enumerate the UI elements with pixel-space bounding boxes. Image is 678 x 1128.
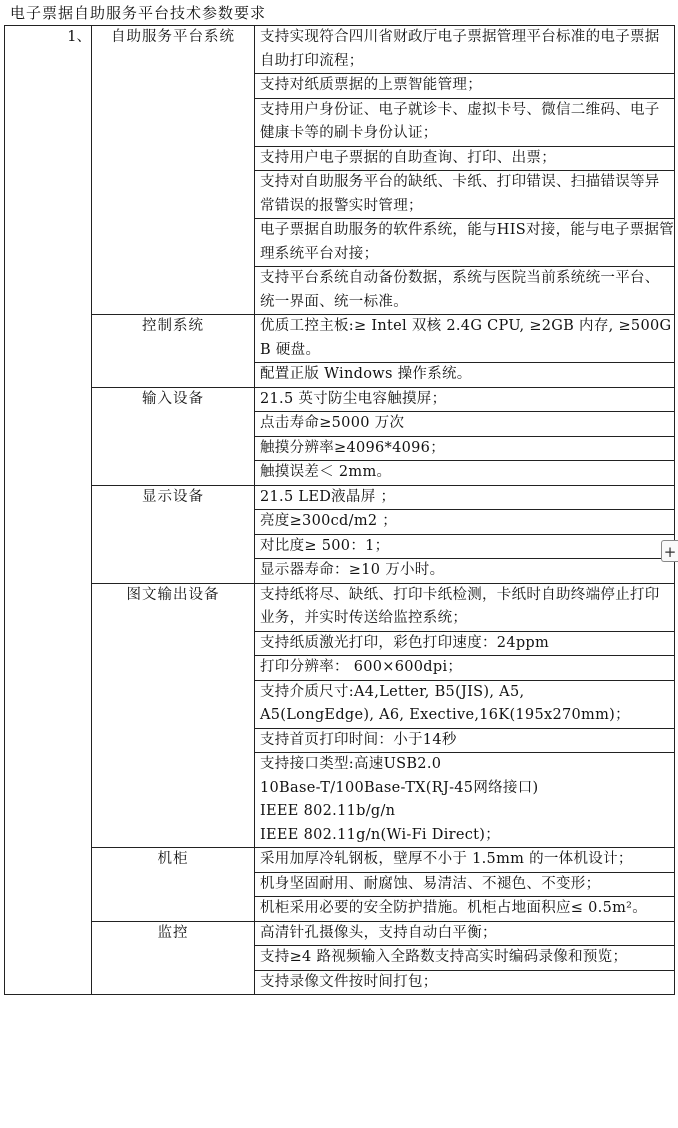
- spec-cell: 支持纸将尽、缺纸、打印卡纸检测，卡纸时自助终端停止打印业务，并实时传送给监控系统；: [255, 583, 675, 631]
- category-name: 图文输出设备: [92, 583, 255, 848]
- spec-line: 支持接口类型:高速USB2.0: [260, 756, 442, 772]
- spec-line: IEEE 802.11g/n(Wi-Fi Direct)；: [260, 826, 501, 843]
- spec-cell: 配置正版 Windows 操作系统。: [255, 363, 675, 388]
- spec-cell: 对比度≥ 500：1；: [255, 534, 675, 559]
- spec-row: [5, 315, 675, 363]
- spec-cell: 支持平台系统自动备份数据，系统与医院当前系统统一平台、统一界面、统一标准。: [255, 267, 675, 315]
- spec-cell: 支持用户电子票据的自助查询、打印、出票；: [255, 146, 675, 171]
- spec-cell: 机柜采用必要的安全防护措施。机柜占地面积应≤ 0.5m²。: [255, 897, 675, 922]
- spec-line: 10Base-T/100Base-TX(RJ-45网络接口): [260, 779, 539, 796]
- spec-cell: 电子票据自助服务的软件系统，能与HIS对接，能与电子票据管理系统平台对接；: [255, 219, 675, 267]
- spec-cell: [255, 680, 675, 728]
- spec-row: [5, 387, 675, 412]
- spec-cell: 点击寿命≥5000 万次: [255, 412, 675, 437]
- category-name: 自助服务平台系统: [92, 26, 255, 315]
- spec-cell: 打印分辨率： 600×600dpi；: [255, 656, 675, 681]
- category-name: 监控: [92, 921, 255, 995]
- spec-line: IEEE 802.11b/g/n: [260, 803, 396, 819]
- spec-row: [5, 26, 675, 74]
- document-title: 电子票据自助服务平台技术参数要求: [10, 4, 267, 22]
- spec-cell: 机身坚固耐用、耐腐蚀、易清洁、不褪色、不变形；: [255, 872, 675, 897]
- spec-cell: 支持录像文件按时间打包；: [255, 970, 675, 995]
- spec-row: [5, 485, 675, 510]
- spec-row: [5, 848, 675, 873]
- spec-cell: 支持对自助服务平台的缺纸、卡纸、打印错误、扫描错误等异常错误的报警实时管理；: [255, 171, 675, 219]
- item-number: 1、: [5, 26, 92, 995]
- spec-cell: 支持纸质激光打印，彩色打印速度：24ppm: [255, 631, 675, 656]
- spec-cell: 采用加厚冷轧钢板，壁厚不小于 1.5mm 的一体机设计；: [255, 848, 675, 873]
- spec-cell: 优质工控主板:≥ Intel 双核 2.4G CPU, ≥2GB 内存, ≥500GB 硬盘。: [255, 315, 675, 363]
- spec-cell: 21.5 LED液晶屏 ；: [255, 485, 675, 510]
- expand-button[interactable]: +: [661, 540, 678, 562]
- spec-cell: 21.5 英寸防尘电容触摸屏；: [255, 387, 675, 412]
- spec-table-body: [5, 26, 675, 995]
- spec-cell: 支持首页打印时间：小于14秒: [255, 728, 675, 753]
- spec-cell: [255, 753, 675, 848]
- spec-cell: 触摸误差＜ 2mm。: [255, 461, 675, 486]
- spec-table: [4, 25, 675, 995]
- spec-row: [5, 583, 675, 631]
- category-name: 机柜: [92, 848, 255, 922]
- spec-row: [5, 921, 675, 946]
- spec-cell: 支持实现符合四川省财政厅电子票据管理平台标准的电子票据自助打印流程；: [255, 26, 675, 74]
- spec-cell: 亮度≥300cd/m2 ；: [255, 510, 675, 535]
- spec-cell: 支持≥4 路视频输入全路数支持高实时编码录像和预览；: [255, 946, 675, 971]
- spec-cell: 触摸分辨率≥4096*4096；: [255, 436, 675, 461]
- spec-cell: 支持用户身份证、电子就诊卡、虚拟卡号、微信二维码、电子健康卡等的刷卡身份认证；: [255, 98, 675, 146]
- spec-cell: 显示器寿命：≥10 万小时。: [255, 559, 675, 584]
- spec-line: A5(LongEdge), A6, Exective,16K(195x270mm)；: [260, 707, 630, 723]
- spec-cell: 高清针孔摄像头，支持自动白平衡；: [255, 921, 675, 946]
- spec-line: 支持介质尺寸:A4,Letter, B5(JIS), A5,: [260, 683, 525, 700]
- spec-cell: 支持对纸质票据的上票智能管理；: [255, 74, 675, 99]
- category-name: 显示设备: [92, 485, 255, 583]
- category-name: 输入设备: [92, 387, 255, 485]
- category-name: 控制系统: [92, 315, 255, 388]
